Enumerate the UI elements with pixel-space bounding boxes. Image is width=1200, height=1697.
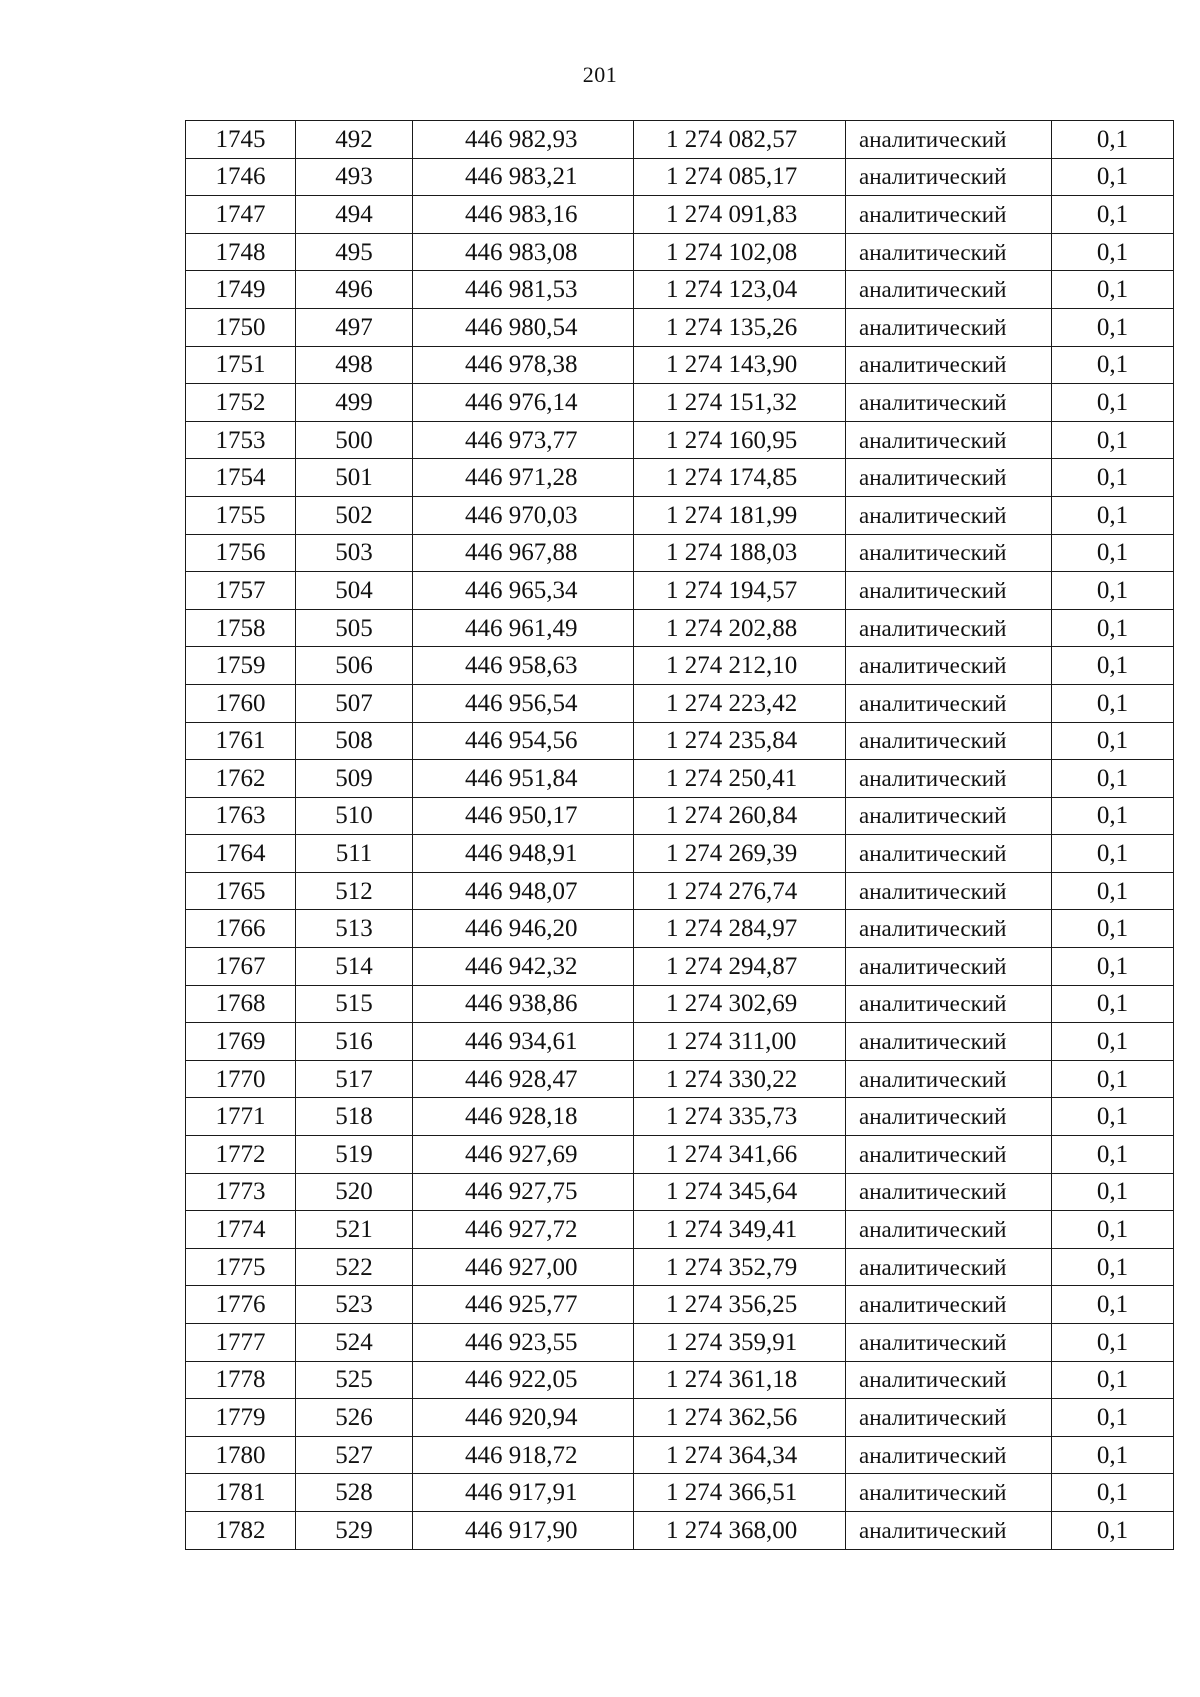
y-coordinate-cell: 1 274 302,69 [634, 985, 846, 1023]
error-cell: 0,1 [1052, 1474, 1174, 1512]
point-number-cell: 524 [296, 1324, 413, 1362]
point-number-cell: 525 [296, 1361, 413, 1399]
table-row [186, 534, 1174, 572]
method-cell: аналитический [846, 1060, 1052, 1098]
row-number-cell: 1770 [186, 1060, 296, 1098]
y-coordinate-cell: 1 274 359,91 [634, 1324, 846, 1362]
method-cell: аналитический [846, 1361, 1052, 1399]
method-cell: аналитический [846, 948, 1052, 986]
y-coordinate-cell: 1 274 123,04 [634, 271, 846, 309]
row-number-cell: 1747 [186, 196, 296, 234]
x-coordinate-cell: 446 967,88 [413, 534, 634, 572]
row-number-cell: 1751 [186, 346, 296, 384]
table-row [186, 1324, 1174, 1362]
point-number-cell: 515 [296, 985, 413, 1023]
row-number-cell: 1780 [186, 1436, 296, 1474]
method-cell: аналитический [846, 797, 1052, 835]
x-coordinate-cell: 446 938,86 [413, 985, 634, 1023]
y-coordinate-cell: 1 274 135,26 [634, 308, 846, 346]
error-cell: 0,1 [1052, 1399, 1174, 1437]
y-coordinate-cell: 1 274 102,08 [634, 233, 846, 271]
y-coordinate-cell: 1 274 181,99 [634, 496, 846, 534]
x-coordinate-cell: 446 970,03 [413, 496, 634, 534]
method-cell: аналитический [846, 459, 1052, 497]
table-row [186, 835, 1174, 873]
method-cell: аналитический [846, 1511, 1052, 1549]
x-coordinate-cell: 446 942,32 [413, 948, 634, 986]
point-number-cell: 513 [296, 910, 413, 948]
x-coordinate-cell: 446 928,18 [413, 1098, 634, 1136]
error-cell: 0,1 [1052, 308, 1174, 346]
error-cell: 0,1 [1052, 572, 1174, 610]
y-coordinate-cell: 1 274 194,57 [634, 572, 846, 610]
point-number-cell: 505 [296, 609, 413, 647]
row-number-cell: 1781 [186, 1474, 296, 1512]
x-coordinate-cell: 446 973,77 [413, 421, 634, 459]
method-cell: аналитический [846, 1436, 1052, 1474]
error-cell: 0,1 [1052, 1136, 1174, 1174]
point-number-cell: 526 [296, 1399, 413, 1437]
x-coordinate-cell: 446 918,72 [413, 1436, 634, 1474]
method-cell: аналитический [846, 534, 1052, 572]
table-row [186, 1361, 1174, 1399]
table-row [186, 1136, 1174, 1174]
point-number-cell: 520 [296, 1173, 413, 1211]
point-number-cell: 506 [296, 647, 413, 685]
y-coordinate-cell: 1 274 352,79 [634, 1248, 846, 1286]
row-number-cell: 1763 [186, 797, 296, 835]
y-coordinate-cell: 1 274 366,51 [634, 1474, 846, 1512]
method-cell: аналитический [846, 496, 1052, 534]
error-cell: 0,1 [1052, 1286, 1174, 1324]
table-row [186, 1474, 1174, 1512]
error-cell: 0,1 [1052, 233, 1174, 271]
y-coordinate-cell: 1 274 151,32 [634, 384, 846, 422]
y-coordinate-cell: 1 274 202,88 [634, 609, 846, 647]
row-number-cell: 1782 [186, 1511, 296, 1549]
row-number-cell: 1745 [186, 121, 296, 159]
error-cell: 0,1 [1052, 760, 1174, 798]
x-coordinate-cell: 446 983,21 [413, 158, 634, 196]
point-number-cell: 496 [296, 271, 413, 309]
table-row [186, 196, 1174, 234]
error-cell: 0,1 [1052, 384, 1174, 422]
x-coordinate-cell: 446 980,54 [413, 308, 634, 346]
error-cell: 0,1 [1052, 1098, 1174, 1136]
point-number-cell: 502 [296, 496, 413, 534]
x-coordinate-cell: 446 958,63 [413, 647, 634, 685]
table-row [186, 121, 1174, 159]
x-coordinate-cell: 446 923,55 [413, 1324, 634, 1362]
point-number-cell: 497 [296, 308, 413, 346]
row-number-cell: 1777 [186, 1324, 296, 1362]
point-number-cell: 510 [296, 797, 413, 835]
row-number-cell: 1779 [186, 1399, 296, 1437]
table-row [186, 985, 1174, 1023]
x-coordinate-cell: 446 928,47 [413, 1060, 634, 1098]
y-coordinate-cell: 1 274 361,18 [634, 1361, 846, 1399]
method-cell: аналитический [846, 346, 1052, 384]
error-cell: 0,1 [1052, 271, 1174, 309]
table-row [186, 872, 1174, 910]
table-row [186, 647, 1174, 685]
page-number: 201 [582, 62, 618, 87]
row-number-cell: 1759 [186, 647, 296, 685]
row-number-cell: 1761 [186, 722, 296, 760]
method-cell: аналитический [846, 1248, 1052, 1286]
y-coordinate-cell: 1 274 223,42 [634, 684, 846, 722]
point-number-cell: 511 [296, 835, 413, 873]
y-coordinate-cell: 1 274 335,73 [634, 1098, 846, 1136]
method-cell: аналитический [846, 233, 1052, 271]
table-row [186, 308, 1174, 346]
table-row [186, 910, 1174, 948]
x-coordinate-cell: 446 917,91 [413, 1474, 634, 1512]
x-coordinate-cell: 446 954,56 [413, 722, 634, 760]
table-row [186, 722, 1174, 760]
x-coordinate-cell: 446 922,05 [413, 1361, 634, 1399]
table-row [186, 1211, 1174, 1249]
method-cell: аналитический [846, 872, 1052, 910]
point-number-cell: 517 [296, 1060, 413, 1098]
row-number-cell: 1768 [186, 985, 296, 1023]
row-number-cell: 1748 [186, 233, 296, 271]
y-coordinate-cell: 1 274 341,66 [634, 1136, 846, 1174]
row-number-cell: 1766 [186, 910, 296, 948]
error-cell: 0,1 [1052, 684, 1174, 722]
point-number-cell: 512 [296, 872, 413, 910]
table-row [186, 384, 1174, 422]
x-coordinate-cell: 446 927,00 [413, 1248, 634, 1286]
x-coordinate-cell: 446 927,69 [413, 1136, 634, 1174]
error-cell: 0,1 [1052, 722, 1174, 760]
row-number-cell: 1762 [186, 760, 296, 798]
table-row [186, 233, 1174, 271]
method-cell: аналитический [846, 722, 1052, 760]
x-coordinate-cell: 446 920,94 [413, 1399, 634, 1437]
error-cell: 0,1 [1052, 872, 1174, 910]
x-coordinate-cell: 446 951,84 [413, 760, 634, 798]
error-cell: 0,1 [1052, 1436, 1174, 1474]
error-cell: 0,1 [1052, 1211, 1174, 1249]
x-coordinate-cell: 446 950,17 [413, 797, 634, 835]
x-coordinate-cell: 446 927,75 [413, 1173, 634, 1211]
error-cell: 0,1 [1052, 1511, 1174, 1549]
y-coordinate-cell: 1 274 330,22 [634, 1060, 846, 1098]
y-coordinate-cell: 1 274 082,57 [634, 121, 846, 159]
x-coordinate-cell: 446 961,49 [413, 609, 634, 647]
row-number-cell: 1754 [186, 459, 296, 497]
row-number-cell: 1767 [186, 948, 296, 986]
table-row [186, 948, 1174, 986]
row-number-cell: 1774 [186, 1211, 296, 1249]
x-coordinate-cell: 446 971,28 [413, 459, 634, 497]
method-cell: аналитический [846, 1211, 1052, 1249]
error-cell: 0,1 [1052, 1324, 1174, 1362]
y-coordinate-cell: 1 274 276,74 [634, 872, 846, 910]
row-number-cell: 1760 [186, 684, 296, 722]
point-number-cell: 493 [296, 158, 413, 196]
error-cell: 0,1 [1052, 534, 1174, 572]
y-coordinate-cell: 1 274 364,34 [634, 1436, 846, 1474]
x-coordinate-cell: 446 946,20 [413, 910, 634, 948]
y-coordinate-cell: 1 274 349,41 [634, 1211, 846, 1249]
table-row [186, 609, 1174, 647]
x-coordinate-cell: 446 978,38 [413, 346, 634, 384]
table-row [186, 1060, 1174, 1098]
method-cell: аналитический [846, 1286, 1052, 1324]
point-number-cell: 501 [296, 459, 413, 497]
point-number-cell: 509 [296, 760, 413, 798]
y-coordinate-cell: 1 274 269,39 [634, 835, 846, 873]
row-number-cell: 1776 [186, 1286, 296, 1324]
error-cell: 0,1 [1052, 647, 1174, 685]
point-number-cell: 522 [296, 1248, 413, 1286]
y-coordinate-cell: 1 274 356,25 [634, 1286, 846, 1324]
table-row [186, 346, 1174, 384]
method-cell: аналитический [846, 684, 1052, 722]
error-cell: 0,1 [1052, 158, 1174, 196]
x-coordinate-cell: 446 948,91 [413, 835, 634, 873]
method-cell: аналитический [846, 1098, 1052, 1136]
point-number-cell: 519 [296, 1136, 413, 1174]
coordinates-table [185, 120, 1174, 1550]
x-coordinate-cell: 446 983,16 [413, 196, 634, 234]
method-cell: аналитический [846, 760, 1052, 798]
point-number-cell: 508 [296, 722, 413, 760]
method-cell: аналитический [846, 572, 1052, 610]
row-number-cell: 1758 [186, 609, 296, 647]
y-coordinate-cell: 1 274 235,84 [634, 722, 846, 760]
x-coordinate-cell: 446 925,77 [413, 1286, 634, 1324]
row-number-cell: 1771 [186, 1098, 296, 1136]
error-cell: 0,1 [1052, 459, 1174, 497]
table-row [186, 421, 1174, 459]
point-number-cell: 507 [296, 684, 413, 722]
table-row [186, 459, 1174, 497]
point-number-cell: 527 [296, 1436, 413, 1474]
method-cell: аналитический [846, 271, 1052, 309]
method-cell: аналитический [846, 196, 1052, 234]
y-coordinate-cell: 1 274 212,10 [634, 647, 846, 685]
table-row [186, 271, 1174, 309]
row-number-cell: 1755 [186, 496, 296, 534]
row-number-cell: 1769 [186, 1023, 296, 1061]
y-coordinate-cell: 1 274 091,83 [634, 196, 846, 234]
method-cell: аналитический [846, 609, 1052, 647]
table-row [186, 760, 1174, 798]
row-number-cell: 1765 [186, 872, 296, 910]
error-cell: 0,1 [1052, 1173, 1174, 1211]
x-coordinate-cell: 446 983,08 [413, 233, 634, 271]
y-coordinate-cell: 1 274 294,87 [634, 948, 846, 986]
row-number-cell: 1750 [186, 308, 296, 346]
point-number-cell: 498 [296, 346, 413, 384]
x-coordinate-cell: 446 965,34 [413, 572, 634, 610]
row-number-cell: 1749 [186, 271, 296, 309]
error-cell: 0,1 [1052, 1060, 1174, 1098]
y-coordinate-cell: 1 274 368,00 [634, 1511, 846, 1549]
y-coordinate-cell: 1 274 260,84 [634, 797, 846, 835]
method-cell: аналитический [846, 384, 1052, 422]
point-number-cell: 514 [296, 948, 413, 986]
x-coordinate-cell: 446 927,72 [413, 1211, 634, 1249]
error-cell: 0,1 [1052, 835, 1174, 873]
point-number-cell: 523 [296, 1286, 413, 1324]
table-row [186, 572, 1174, 610]
method-cell: аналитический [846, 158, 1052, 196]
row-number-cell: 1756 [186, 534, 296, 572]
x-coordinate-cell: 446 982,93 [413, 121, 634, 159]
point-number-cell: 521 [296, 1211, 413, 1249]
error-cell: 0,1 [1052, 948, 1174, 986]
error-cell: 0,1 [1052, 121, 1174, 159]
row-number-cell: 1746 [186, 158, 296, 196]
method-cell: аналитический [846, 910, 1052, 948]
y-coordinate-cell: 1 274 345,64 [634, 1173, 846, 1211]
point-number-cell: 500 [296, 421, 413, 459]
coordinates-table-body [186, 121, 1174, 1550]
point-number-cell: 499 [296, 384, 413, 422]
x-coordinate-cell: 446 948,07 [413, 872, 634, 910]
y-coordinate-cell: 1 274 085,17 [634, 158, 846, 196]
method-cell: аналитический [846, 1474, 1052, 1512]
y-coordinate-cell: 1 274 311,00 [634, 1023, 846, 1061]
table-row [186, 1023, 1174, 1061]
table-row [186, 1098, 1174, 1136]
error-cell: 0,1 [1052, 496, 1174, 534]
method-cell: аналитический [846, 308, 1052, 346]
point-number-cell: 494 [296, 196, 413, 234]
y-coordinate-cell: 1 274 174,85 [634, 459, 846, 497]
error-cell: 0,1 [1052, 985, 1174, 1023]
error-cell: 0,1 [1052, 346, 1174, 384]
point-number-cell: 495 [296, 233, 413, 271]
x-coordinate-cell: 446 956,54 [413, 684, 634, 722]
error-cell: 0,1 [1052, 1023, 1174, 1061]
row-number-cell: 1764 [186, 835, 296, 873]
x-coordinate-cell: 446 981,53 [413, 271, 634, 309]
y-coordinate-cell: 1 274 143,90 [634, 346, 846, 384]
method-cell: аналитический [846, 121, 1052, 159]
row-number-cell: 1757 [186, 572, 296, 610]
y-coordinate-cell: 1 274 284,97 [634, 910, 846, 948]
table-row [186, 1399, 1174, 1437]
error-cell: 0,1 [1052, 1361, 1174, 1399]
point-number-cell: 528 [296, 1474, 413, 1512]
point-number-cell: 503 [296, 534, 413, 572]
y-coordinate-cell: 1 274 188,03 [634, 534, 846, 572]
table-row [186, 797, 1174, 835]
point-number-cell: 492 [296, 121, 413, 159]
table-row [186, 684, 1174, 722]
method-cell: аналитический [846, 835, 1052, 873]
table-row [186, 1248, 1174, 1286]
row-number-cell: 1772 [186, 1136, 296, 1174]
x-coordinate-cell: 446 976,14 [413, 384, 634, 422]
row-number-cell: 1752 [186, 384, 296, 422]
method-cell: аналитический [846, 1324, 1052, 1362]
method-cell: аналитический [846, 1023, 1052, 1061]
row-number-cell: 1775 [186, 1248, 296, 1286]
point-number-cell: 518 [296, 1098, 413, 1136]
table-row [186, 1436, 1174, 1474]
row-number-cell: 1753 [186, 421, 296, 459]
point-number-cell: 529 [296, 1511, 413, 1549]
error-cell: 0,1 [1052, 421, 1174, 459]
x-coordinate-cell: 446 934,61 [413, 1023, 634, 1061]
method-cell: аналитический [846, 421, 1052, 459]
method-cell: аналитический [846, 1173, 1052, 1211]
row-number-cell: 1778 [186, 1361, 296, 1399]
table-row [186, 158, 1174, 196]
x-coordinate-cell: 446 917,90 [413, 1511, 634, 1549]
y-coordinate-cell: 1 274 250,41 [634, 760, 846, 798]
method-cell: аналитический [846, 647, 1052, 685]
row-number-cell: 1773 [186, 1173, 296, 1211]
method-cell: аналитический [846, 985, 1052, 1023]
y-coordinate-cell: 1 274 362,56 [634, 1399, 846, 1437]
error-cell: 0,1 [1052, 609, 1174, 647]
error-cell: 0,1 [1052, 1248, 1174, 1286]
method-cell: аналитический [846, 1136, 1052, 1174]
table-row [186, 1286, 1174, 1324]
y-coordinate-cell: 1 274 160,95 [634, 421, 846, 459]
error-cell: 0,1 [1052, 797, 1174, 835]
point-number-cell: 504 [296, 572, 413, 610]
error-cell: 0,1 [1052, 196, 1174, 234]
table-row [186, 1511, 1174, 1549]
table-row [186, 1173, 1174, 1211]
table-row [186, 496, 1174, 534]
method-cell: аналитический [846, 1399, 1052, 1437]
error-cell: 0,1 [1052, 910, 1174, 948]
point-number-cell: 516 [296, 1023, 413, 1061]
